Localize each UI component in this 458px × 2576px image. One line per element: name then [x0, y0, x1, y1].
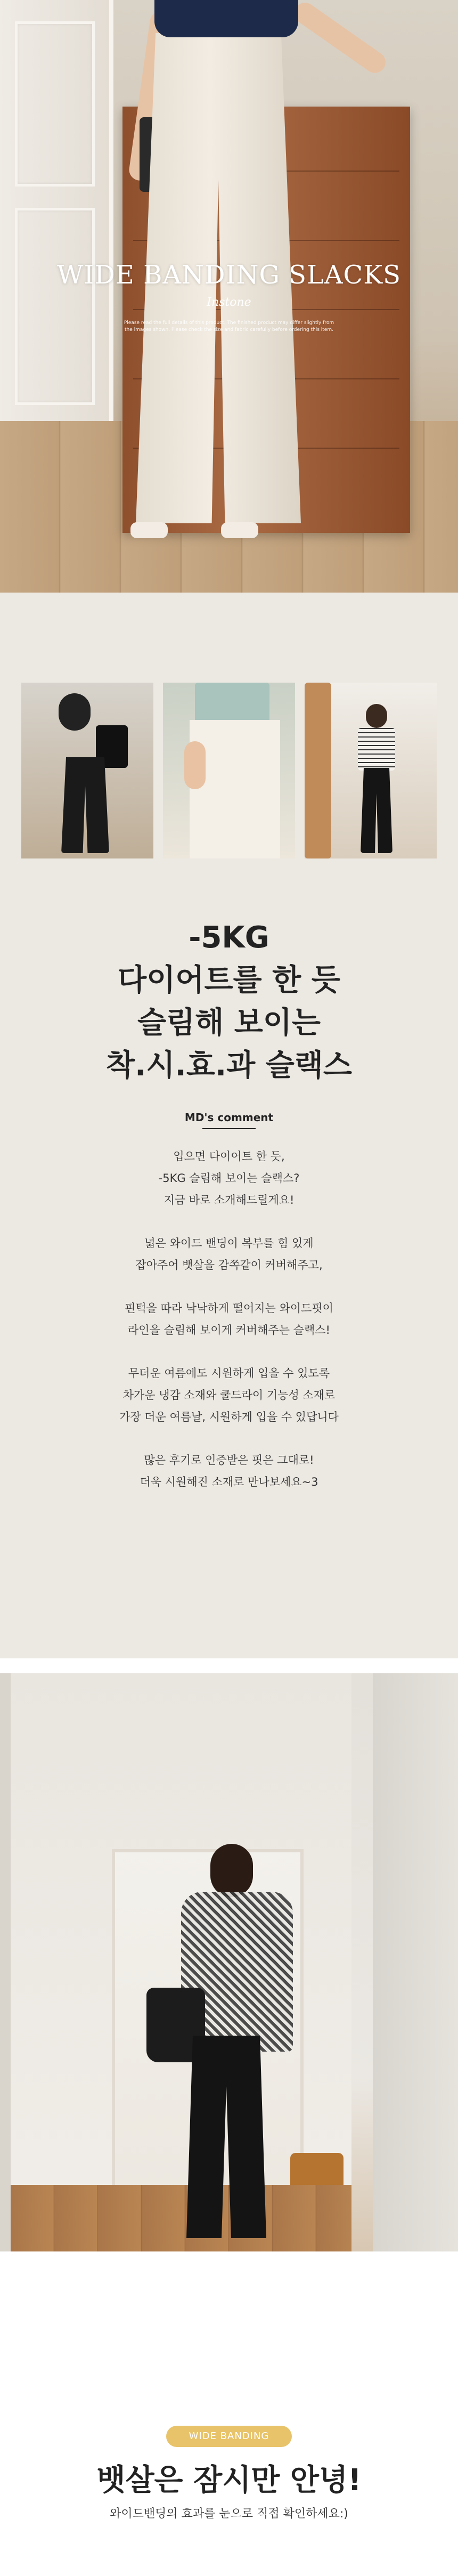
headline-line: 착.시.효.과 슬랙스 — [106, 1048, 352, 1083]
md-line: 라인을 슬림해 보이게 커버해주는 슬랙스! — [128, 1324, 330, 1336]
md-paragraph — [0, 1233, 458, 1276]
md-line: 입으면 다이어트 한 듯, — [173, 1150, 285, 1163]
hero-title: WIDE BANDING SLACKS — [57, 260, 401, 290]
wide-banding-badge: WIDE BANDING — [166, 2426, 292, 2447]
lifestyle-window — [373, 1673, 458, 2251]
md-line: 많은 후기로 인증받은 핏은 그대로! — [144, 1454, 314, 1467]
md-line: 지금 바로 소개해드릴게요! — [163, 1194, 295, 1206]
md-paragraph — [0, 1449, 458, 1493]
md-paragraph — [0, 1146, 458, 1211]
hero-sandal — [221, 522, 258, 538]
md-line: 넓은 와이드 밴딩이 복부를 힘 있게 — [144, 1237, 314, 1250]
thumbnail-strip — [21, 683, 437, 858]
md-line: 무더운 여름에도 시원하게 입을 수 있도록 — [128, 1367, 330, 1380]
hero-fine-print: Please read the full details of this product. The finished product may differ slightly from the images shown. Please check the size and fabric carefully before ordering this item. — [124, 320, 334, 333]
md-line: 더욱 시원해진 소재로 만나보세요~3 — [140, 1476, 318, 1488]
md-paragraph — [0, 1363, 458, 1428]
thumbnail-photo — [305, 683, 437, 858]
lifestyle-floor — [11, 2185, 351, 2251]
lifestyle-model-hair — [210, 1844, 253, 1897]
hero-top — [154, 0, 298, 37]
hero-script-logo: Instone — [207, 296, 251, 309]
md-line: 차가운 냉감 소재와 쿨드라이 기능성 소재로 — [122, 1389, 336, 1402]
hero-sandal — [130, 522, 168, 538]
md-comment-underline — [202, 1128, 256, 1129]
lifestyle-chair — [290, 2153, 344, 2185]
section-subtitle: 와이드밴딩의 효과를 눈으로 직접 확인하세요:) — [110, 2507, 348, 2521]
md-line: 핀턱을 따라 낙낙하게 떨어지는 와이드핏이 — [125, 1302, 333, 1315]
md-line: 잡아주어 뱃살을 감쪽같이 커버해주고, — [135, 1259, 323, 1271]
md-comment-body — [0, 1146, 458, 1514]
hero-door — [0, 0, 113, 426]
md-line: 가장 더운 여름날, 시원하게 입을 수 있답니다 — [119, 1411, 339, 1423]
headline — [0, 917, 458, 1087]
lifestyle-wall-edge — [0, 1673, 11, 2251]
section-title: 뱃살은 잠시만 안녕! — [96, 2463, 362, 2498]
md-comment-title: MD's comment — [184, 1111, 274, 1124]
headline-line: 다이어트를 한 듯 — [118, 963, 340, 998]
thumbnail-photo — [163, 683, 295, 858]
md-paragraph — [0, 1298, 458, 1341]
headline-line: -5KG — [189, 920, 269, 955]
lifestyle-photo — [0, 1673, 458, 2251]
md-line: -5KG 슬림해 보이는 슬랙스? — [158, 1172, 300, 1185]
hero-arm — [290, 0, 390, 77]
thumbnail-photo — [21, 683, 153, 858]
headline-line: 슬림해 보이는 — [137, 1006, 321, 1040]
